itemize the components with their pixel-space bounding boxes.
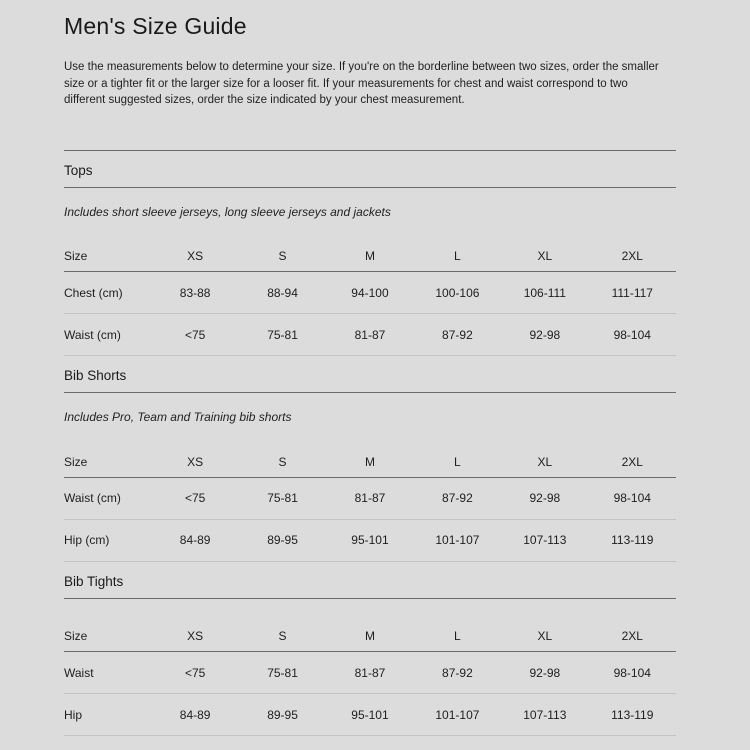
size-cell: 100-106 (414, 272, 501, 314)
column-header-l: L (414, 242, 501, 272)
size-cell: <75 (151, 314, 238, 356)
table-header-row (64, 447, 676, 477)
size-cell: 98-104 (589, 314, 676, 356)
size-cell: 87-92 (414, 477, 501, 519)
column-header-s: S (239, 447, 326, 477)
column-header-l: L (414, 622, 501, 652)
column-header-xl: XL (501, 242, 588, 272)
size-table-bib-shorts (64, 447, 676, 562)
row-label: Waist (cm) (64, 477, 151, 519)
size-cell: 94-100 (326, 272, 413, 314)
column-header-s: S (239, 622, 326, 652)
size-cell: 98-104 (589, 652, 676, 694)
size-cell: 83-88 (151, 272, 238, 314)
column-header-xl: XL (501, 447, 588, 477)
column-header-2xl: 2XL (589, 622, 676, 652)
size-cell: <75 (151, 652, 238, 694)
row-label: Chest (cm) (64, 272, 151, 314)
section-includes-bib-shorts: Includes Pro, Team and Training bib shorts (64, 410, 292, 424)
size-table-bib-tights (64, 622, 676, 737)
section-title-tops: Tops (64, 151, 676, 188)
size-cell: 75-81 (239, 314, 326, 356)
table-header-row (64, 622, 676, 652)
size-cell: 89-95 (239, 694, 326, 736)
page-title: Men's Size Guide (64, 13, 247, 39)
column-header-xs: XS (151, 447, 238, 477)
size-cell: 87-92 (414, 314, 501, 356)
size-cell: 111-117 (589, 272, 676, 314)
column-header-xs: XS (151, 242, 238, 272)
size-cell: 107-113 (501, 519, 588, 561)
size-cell: 92-98 (501, 652, 588, 694)
size-cell: 89-95 (239, 519, 326, 561)
column-header-2xl: 2XL (589, 242, 676, 272)
column-header-xl: XL (501, 622, 588, 652)
table-row-waist (64, 314, 676, 356)
size-cell: 106-111 (501, 272, 588, 314)
size-cell: 81-87 (326, 652, 413, 694)
column-header-size: Size (64, 622, 151, 652)
size-cell: 92-98 (501, 477, 588, 519)
column-header-m: M (326, 447, 413, 477)
size-cell: <75 (151, 477, 238, 519)
intro-text: Use the measurements below to determine your size. If you're on the borderline between two sizes, order the smaller size or a tighter fit or the larger size for a looser fit. If your measurements for chest and waist correspond to two different suggested sizes, order the size indicated by your chest measurement. (64, 61, 659, 106)
table-header-row (64, 242, 676, 272)
size-cell: 113-119 (589, 694, 676, 736)
table-row-waist (64, 477, 676, 519)
column-header-m: M (326, 242, 413, 272)
size-cell: 95-101 (326, 694, 413, 736)
row-label: Hip (64, 694, 151, 736)
size-cell: 101-107 (414, 694, 501, 736)
size-cell: 84-89 (151, 519, 238, 561)
size-cell: 87-92 (414, 652, 501, 694)
size-cell: 81-87 (326, 477, 413, 519)
table-row-hip (64, 694, 676, 736)
row-label: Hip (cm) (64, 519, 151, 561)
size-cell: 92-98 (501, 314, 588, 356)
section-title-bib-tights: Bib Tights (64, 562, 676, 599)
row-label: Waist (64, 652, 151, 694)
table-row-waist (64, 652, 676, 694)
table-row-hip (64, 519, 676, 561)
size-cell: 113-119 (589, 519, 676, 561)
section-includes-tops: Includes short sleeve jerseys, long sleeve jerseys and jackets (64, 204, 391, 219)
column-header-s: S (239, 242, 326, 272)
column-header-2xl: 2XL (589, 447, 676, 477)
row-label: Waist (cm) (64, 314, 151, 356)
size-cell: 84-89 (151, 694, 238, 736)
section-bib-tights (64, 562, 676, 737)
section-title-bib-shorts: Bib Shorts (64, 356, 676, 393)
size-cell: 88-94 (239, 272, 326, 314)
size-cell: 75-81 (239, 652, 326, 694)
size-cell: 95-101 (326, 519, 413, 561)
column-header-size: Size (64, 447, 151, 477)
size-cell: 98-104 (589, 477, 676, 519)
column-header-xs: XS (151, 622, 238, 652)
table-row-chest (64, 272, 676, 314)
column-header-l: L (414, 447, 501, 477)
size-cell: 107-113 (501, 694, 588, 736)
size-cell: 101-107 (414, 519, 501, 561)
size-table-tops (64, 242, 676, 357)
column-header-size: Size (64, 242, 151, 272)
section-bib-shorts (64, 356, 676, 562)
size-cell: 81-87 (326, 314, 413, 356)
size-cell: 75-81 (239, 477, 326, 519)
column-header-m: M (326, 622, 413, 652)
section-tops (64, 151, 676, 357)
